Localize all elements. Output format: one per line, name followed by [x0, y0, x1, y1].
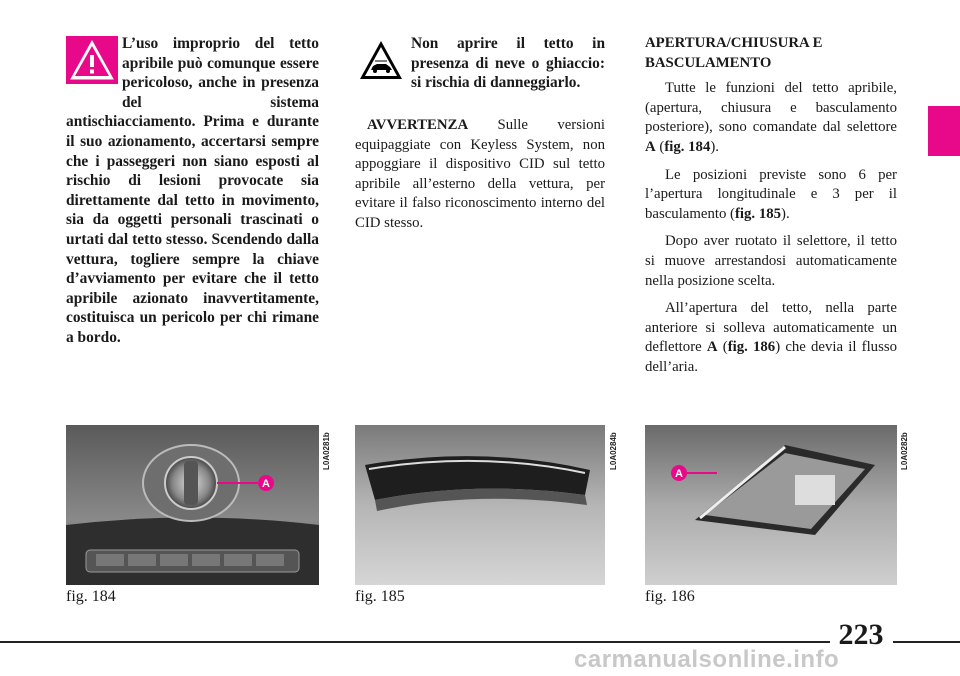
- footer-rule-left: [0, 641, 830, 643]
- watermark-text: carmanualsonline.info: [574, 646, 840, 673]
- figure-185-image: [355, 425, 605, 585]
- figure-186-code: L0A0282b: [900, 432, 909, 470]
- paragraph-1: Tutte le funzioni del tetto apribile, (apertura, chiusura e basculamento posteriore), sono comandate dal selettore A (fig. 184).: [645, 80, 897, 155]
- marker-A-186: A: [675, 468, 683, 480]
- marker-A-184: A: [262, 478, 270, 490]
- figure-184-image: [66, 425, 319, 585]
- section-tab-marker: [928, 106, 960, 156]
- avvertenza-label: AVVERTENZA: [367, 117, 469, 133]
- fig-ref-185[interactable]: fig. 185: [734, 205, 782, 222]
- paragraph-4: All’apertura del tetto, nella parte anteriore si solleva automaticamente un deflettore A (fig. 186) che devia il flusso dell’aria.: [645, 300, 897, 375]
- section-column: [645, 34, 897, 386]
- figure-184-code: L0A0281b: [322, 432, 331, 470]
- avvertenza-block: [355, 116, 605, 234]
- avvertenza-text: Sulle versioni equipaggiate con Keyless System, non appoggiare il dispositivo CID sul tetto apribile all’esterno della vettura, per evitare il falso riconoscimento interno del CID stesso.: [355, 117, 605, 231]
- fig-ref-184[interactable]: fig. 184: [664, 138, 711, 155]
- fig-ref-186[interactable]: fig. 186: [727, 339, 776, 356]
- figure-184-caption: fig. 184: [66, 588, 116, 605]
- page-number: 223: [838, 618, 884, 651]
- paragraph-3: Dopo aver ruotato il selettore, il tetto si muove arrestandosi automaticamente nella posizione scelta.: [645, 233, 897, 289]
- warning-1-body: L’uso improprio del tetto apribile può comunque essere pericoloso, anche in presenza del sistema antischiacciamento. Prima e durante il suo azionamento, accertarsi sempre che i passeggeri non siano esposti al rischio di lesioni provocate sia direttamente dal tetto in movimento, sia da oggetti personali trascinati o urtati dal tetto stesso. Scendendo dalla vettura, togliere sempre la chiave d’avviamento per evitare che il tetto apribile azionato inavvertitamente, costituisca un pericolo per chi rimane a bordo.: [66, 35, 319, 346]
- section-heading: APERTURA/CHIUSURA E BASCULAMENTO: [645, 35, 823, 71]
- figure-185-caption: fig. 185: [355, 588, 405, 605]
- paragraph-2: Le posizioni previste sono 6 per l’apertura longitudinale e 3 per il basculamento (fig. 185).: [645, 166, 897, 222]
- car-warning-triangle-icon: [355, 36, 407, 84]
- figure-185-code: L0A0284b: [609, 432, 618, 470]
- warning-text-1: [66, 34, 319, 348]
- warning-text-2: [411, 34, 605, 93]
- figure-186-caption: fig. 186: [645, 588, 695, 605]
- warning-2-body: Non aprire il tetto in presenza di neve o ghiaccio: si rischia di danneggiarlo.: [411, 35, 605, 92]
- figure-186-image: [645, 425, 897, 585]
- footer-rule-right: [893, 641, 960, 643]
